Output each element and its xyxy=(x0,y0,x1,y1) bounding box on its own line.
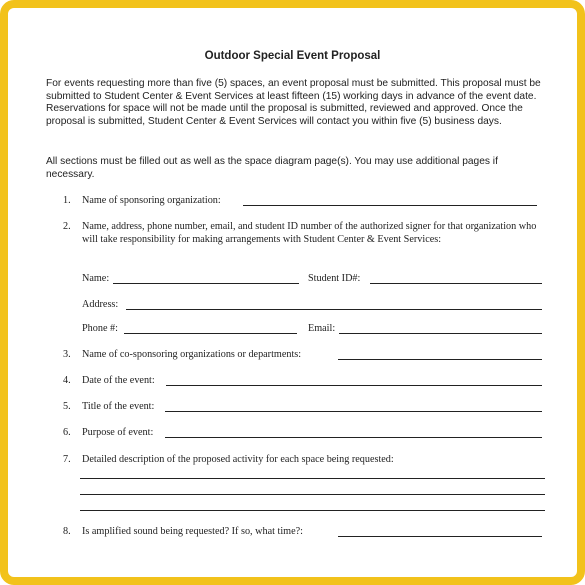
event-purpose-field[interactable] xyxy=(165,437,542,438)
phone-label: Phone #: xyxy=(82,323,118,334)
instructions-paragraph: All sections must be filled out as well as the space diagram page(s). You may use additional pages if necessary. xyxy=(46,156,498,180)
amplified-sound-field[interactable] xyxy=(338,536,542,537)
intro-paragraph: For events requesting more than five (5) spaces, an event proposal must be submitted. This proposal must be submitted to Student Center & Event Services at least fifteen (15) working days in advance of the event date. Reservations for space will not be made until the proposal is submitted, reviewed and approved. Once the proposal is submitted, Student Center & Event Services will contact you within five (5) business days. xyxy=(46,78,541,127)
address-field[interactable] xyxy=(126,309,542,310)
item-label-amplified-sound: Is amplified sound being requested? If so, what time?: xyxy=(82,526,303,537)
event-title-field[interactable] xyxy=(165,411,542,412)
co-sponsoring-field[interactable] xyxy=(338,359,542,360)
item-number: 3. xyxy=(63,349,71,360)
item-label-authorized-signer: Name, address, phone number, email, and student ID number of the authorized signer for that organization who will take responsibility for making arrangements with Student Center & Event Services: xyxy=(82,221,537,245)
item-label-event-date: Date of the event: xyxy=(82,375,155,386)
event-date-field[interactable] xyxy=(166,385,542,386)
item-number: 2. xyxy=(63,221,71,232)
item-number: 8. xyxy=(63,526,71,537)
activity-description-line-1[interactable] xyxy=(80,478,545,479)
page-title: Outdoor Special Event Proposal xyxy=(204,50,381,62)
activity-description-line-3[interactable] xyxy=(80,510,545,511)
item-label-event-purpose: Purpose of event: xyxy=(82,427,154,438)
student-id-label: Student ID#: xyxy=(308,273,361,284)
item-number: 7. xyxy=(63,454,71,465)
name-field[interactable] xyxy=(113,283,299,284)
name-label: Name: xyxy=(82,273,110,284)
email-field[interactable] xyxy=(339,333,542,334)
item-number: 5. xyxy=(63,401,71,412)
item-label-activity-description: Detailed description of the proposed activity for each space being requested: xyxy=(82,454,394,465)
phone-field[interactable] xyxy=(124,333,297,334)
item-number: 4. xyxy=(63,375,71,386)
item-label-event-title: Title of the event: xyxy=(82,401,155,412)
email-label: Email: xyxy=(308,323,336,334)
activity-description-line-2[interactable] xyxy=(80,494,545,495)
item-label-co-sponsoring: Name of co-sponsoring organizations or departments: xyxy=(82,349,302,360)
sponsoring-org-field[interactable] xyxy=(243,205,537,206)
student-id-field[interactable] xyxy=(370,283,542,284)
item-label-sponsoring-org: Name of sponsoring organization: xyxy=(82,195,221,206)
item-number: 1. xyxy=(63,195,71,206)
item-number: 6. xyxy=(63,427,71,438)
address-label: Address: xyxy=(82,299,119,310)
